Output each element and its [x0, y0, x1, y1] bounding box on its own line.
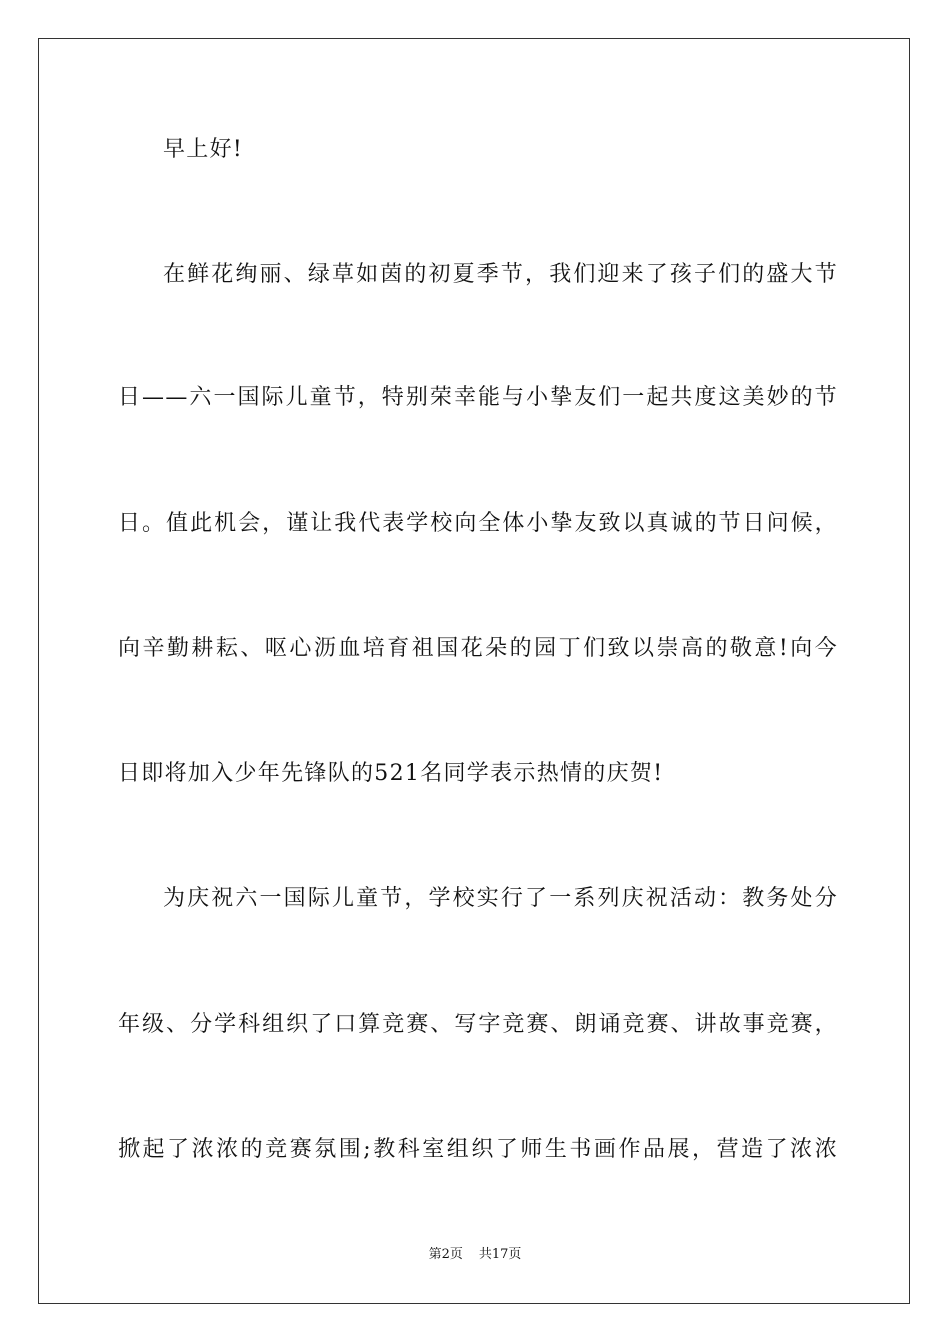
- paragraph-2-line-3: 掀起了浓浓的竞赛氛围;教科室组织了师生书画作品展，营造了浓浓: [118, 1137, 838, 1162]
- page-number: 第2页: [428, 1247, 463, 1262]
- page-total: 共17页: [478, 1247, 522, 1262]
- page-footer: [0, 1246, 950, 1264]
- paragraph-2-line-2: 年级、分学科组织了口算竞赛、写字竞赛、朗诵竞赛、讲故事竞赛，: [118, 1012, 838, 1037]
- paragraph-1-line-1: 在鲜花绚丽、绿草如茵的初夏季节，我们迎来了孩子们的盛大节: [163, 262, 838, 287]
- paragraph-1-line-4: 向辛勤耕耘、呕心沥血培育祖国花朵的园丁们致以崇高的敬意!向今: [118, 636, 838, 661]
- greeting-line: 早上好!: [163, 137, 244, 162]
- page-border: [38, 38, 910, 1304]
- paragraph-2-line-1: 为庆祝六一国际儿童节，学校实行了一系列庆祝活动：教务处分: [163, 886, 838, 911]
- paragraph-1-line-5: 日即将加入少年先锋队的521名同学表示热情的庆贺!: [118, 761, 664, 786]
- paragraph-1-line-2: 日——六一国际儿童节，特别荣幸能与小挚友们一起共度这美妙的节: [118, 385, 838, 410]
- paragraph-1-line-3: 日。值此机会，谨让我代表学校向全体小挚友致以真诚的节日问候，: [118, 511, 838, 536]
